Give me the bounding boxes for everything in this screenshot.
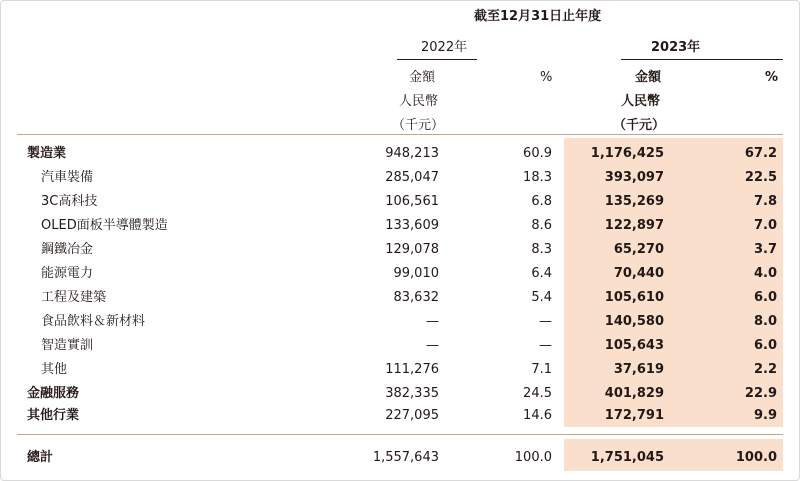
percent-2023: 6.0	[753, 290, 777, 305]
total-row	[1, 446, 800, 470]
value-2022: 99,010	[393, 266, 439, 281]
value-2022: 111,276	[385, 362, 439, 377]
value-2023: 37,619	[613, 362, 664, 377]
row-label: 智造實訓	[41, 338, 94, 353]
table-row	[1, 214, 800, 238]
percent-2023: 9.9	[753, 408, 777, 423]
row-label: 食品飲料＆新材料	[41, 314, 146, 329]
row-label: 其他	[41, 362, 68, 377]
total-percent-2022: 100.0	[514, 450, 552, 465]
percent-2023: 7.0	[753, 218, 777, 233]
value-2022: 382,335	[385, 386, 439, 401]
percent-2023: 22.5	[744, 170, 777, 185]
value-2023: 393,097	[604, 170, 664, 185]
table-row	[1, 142, 800, 166]
amount-2023-label: 金額	[635, 70, 662, 85]
percent-2022: 6.8	[531, 194, 552, 209]
percent-2022: 5.4	[531, 290, 552, 305]
percent-2022: 8.6	[531, 218, 552, 233]
value-2023: 70,440	[613, 266, 664, 281]
row-label: 能源電力	[41, 266, 94, 281]
year-2022-underline	[397, 59, 477, 60]
value-2023: 122,897	[604, 218, 664, 233]
value-2023: 140,580	[604, 314, 664, 329]
row-label: 其他行業	[27, 408, 80, 423]
row-label: OLED面板半導體製造	[41, 218, 168, 233]
value-2022: 227,095	[385, 408, 439, 423]
total-label: 總計	[27, 450, 54, 465]
value-2022: 129,078	[385, 242, 439, 257]
percent-2022: 60.9	[523, 146, 552, 161]
row-label: 汽車裝備	[41, 170, 94, 185]
value-2023: 172,791	[604, 408, 664, 423]
value-2022: —	[426, 314, 439, 329]
row-label: 工程及建築	[41, 290, 107, 305]
highlight-gap	[564, 427, 783, 439]
percent-2023: 2.2	[753, 362, 777, 377]
value-2022: 285,047	[385, 170, 439, 185]
percent-2022: 18.3	[523, 170, 552, 185]
value-2022: 83,632	[393, 290, 439, 305]
percent-2022: —	[539, 338, 552, 353]
value-2022: 106,561	[385, 194, 439, 209]
value-2023: 401,829	[604, 386, 664, 401]
percent-2023: 7.8	[753, 194, 777, 209]
currency-2022-label: 人民幣	[399, 94, 439, 109]
value-2023: 65,270	[613, 242, 664, 257]
header-rule	[17, 134, 783, 135]
percent-2022: 14.6	[523, 408, 552, 423]
unit-2022-label: （千元）	[392, 118, 445, 133]
percent-2022: 6.4	[531, 266, 552, 281]
row-label: 金融服務	[27, 386, 80, 401]
percent-2023-label: %	[765, 70, 779, 85]
percent-2022: 7.1	[531, 362, 552, 377]
value-2022: —	[426, 338, 439, 353]
value-2023: 135,269	[604, 194, 664, 209]
total-value-2023: 1,751,045	[590, 450, 664, 465]
table-row	[1, 262, 800, 286]
currency-2023-label: 人民幣	[621, 94, 661, 109]
value-2022: 133,609	[385, 218, 439, 233]
year-2022-heading: 2022年	[421, 40, 468, 55]
total-percent-2023: 100.0	[735, 450, 777, 465]
value-2023: 1,176,425	[590, 146, 664, 161]
percent-2023: 6.0	[753, 338, 777, 353]
unit-2023-label: （千元）	[613, 118, 666, 133]
table-row	[1, 382, 800, 406]
row-label: 鋼鐵冶金	[41, 242, 94, 257]
table-row	[1, 404, 800, 428]
table-row	[1, 358, 800, 382]
percent-2023: 22.9	[744, 386, 777, 401]
amount-2022-label: 金額	[409, 70, 436, 85]
percent-2023: 8.0	[753, 314, 777, 329]
percent-2022: 8.3	[531, 242, 552, 257]
table-row	[1, 166, 800, 190]
percent-2022: —	[539, 314, 552, 329]
year-2023-heading: 2023年	[651, 40, 701, 55]
table-row	[1, 310, 800, 334]
row-label: 製造業	[27, 146, 67, 161]
table-row	[1, 334, 800, 358]
value-2022: 948,213	[385, 146, 439, 161]
period-heading: 截至12月31日止年度	[474, 9, 602, 24]
value-2023: 105,643	[604, 338, 664, 353]
total-value-2022: 1,557,643	[372, 450, 439, 465]
total-rule	[17, 434, 783, 435]
table-row	[1, 190, 800, 214]
row-label: 3C高科技	[41, 194, 98, 209]
value-2023: 105,610	[604, 290, 664, 305]
percent-2022-label: %	[540, 70, 553, 85]
table-row	[1, 286, 800, 310]
table-row	[1, 238, 800, 262]
percent-2023: 67.2	[744, 146, 777, 161]
percent-2023: 3.7	[753, 242, 777, 257]
percent-2022: 24.5	[523, 386, 552, 401]
year-2023-underline	[621, 59, 783, 60]
percent-2023: 4.0	[753, 266, 777, 281]
